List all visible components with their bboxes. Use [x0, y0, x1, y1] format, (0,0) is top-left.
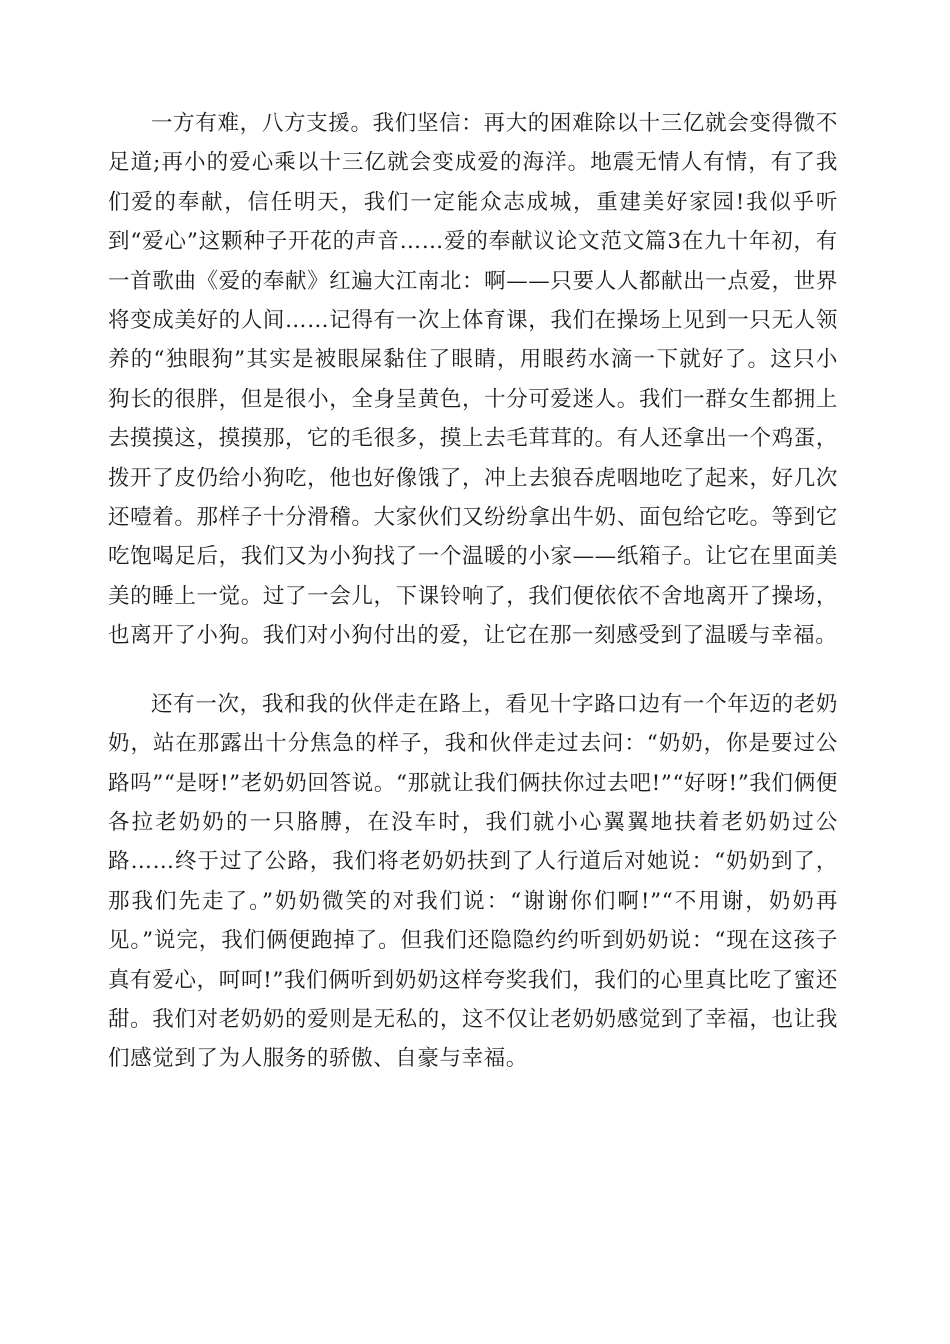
paragraph-1: 一方有难，八方支援。我们坚信：再大的困难除以十三亿就会变得微不足道;再小的爱心乘以十三亿就会变成爱的海洋。地震无情人有情，有了我们爱的奉献，信任明天，我们一定能众志成城，重建美好家园!我似乎听到“爱心”这颗种子开花的声音……爱的奉献议论文范文篇3在九十年初，有一首歌曲《爱的奉献》红遍大江南北：啊——只要人人都献出一点爱，世界将变成美好的人间……记得有一次上体育课，我们在操场上见到一只无人领养的“独眼狗”其实是被眼屎黏住了眼睛，用眼药水滴一下就好了。这只小狗长的很胖，但是很小，全身呈黄色，十分可爱迷人。我们一群女生都拥上去摸摸这，摸摸那，它的毛很多，摸上去毛茸茸的。有人还拿出一个鸡蛋，拨开了皮仍给小狗吃，他也好像饿了，冲上去狼吞虎咽地吃了起来，好几次还噎着。那样子十分滑稽。大家伙们又纷纷拿出牛奶、面包给它吃。等到它吃饱喝足后，我们又为小狗找了一个温暖的小家——纸箱子。让它在里面美美的睡上一觉。过了一会儿，下课铃响了，我们便依依不舍地离开了操场，也离开了小狗。我们对小狗付出的爱，让它在那一刻感受到了温暖与幸福。 [108, 111, 838, 649]
document-body [108, 104, 838, 1079]
paragraph-2: 还有一次，我和我的伙伴走在路上，看见十字路口边有一个年迈的老奶奶，站在那露出十分焦急的样子，我和伙伴走过去问：“奶奶，你是要过公路吗”“是呀!”老奶奶回答说。“那就让我们俩扶你过去吧!”“好呀!”我们俩便各拉老奶奶的一只胳膊，在没车时，我们就小心翼翼地扶着老奶奶过公路……终于过了公路，我们将老奶奶扶到了人行道后对她说：“奶奶到了，那我们先走了。”奶奶微笑的对我们说：“谢谢你们啊!”“不用谢，奶奶再见。”说完，我们俩便跑掉了。但我们还隐隐约约听到奶奶说：“现在这孩子真有爱心，呵呵!”我们俩听到奶奶这样夸奖我们，我们的心里真比吃了蜜还甜。我们对老奶奶的爱则是无私的，这不仅让老奶奶感觉到了幸福，也让我们感觉到了为人服务的骄傲、自豪与幸福。 [108, 691, 838, 1072]
